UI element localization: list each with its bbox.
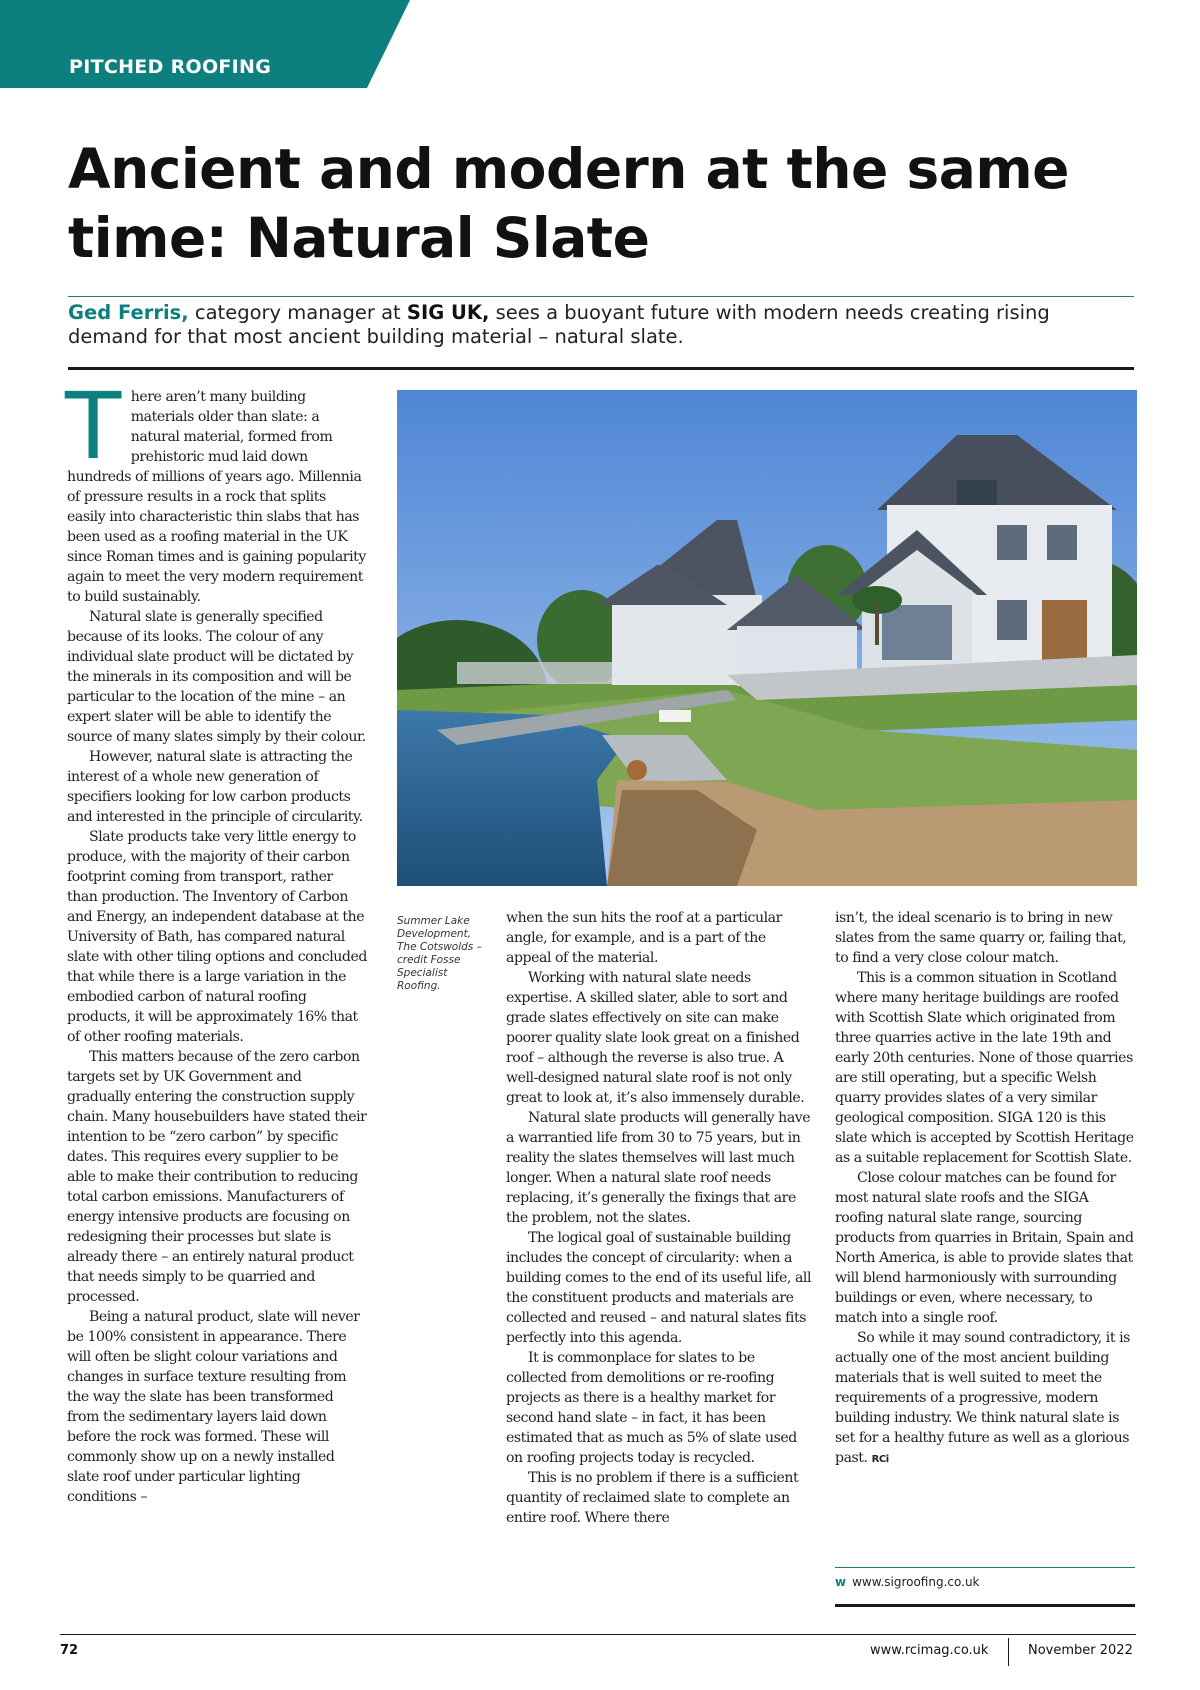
standfirst <box>68 301 1134 349</box>
web-link[interactable]: www.sigroofing.co.uk <box>852 1575 980 1589</box>
article-paragraph: However, natural slate is attracting the interest of a whole new generation of specifiers looking for low carbon products and interested in the principle of circularity. <box>67 749 363 825</box>
company-name: SIG UK, <box>406 301 490 324</box>
article-paragraph: Close colour matches can be found for most natural slate roofs and the SIGA roofing natural slate range, sourcing products from quarries in Britain, Spain and North America, is able to provide slates that will blend harmoniously with surrounding buildings or even, where necessary, to match into a single roof. <box>835 1170 1134 1326</box>
article-paragraph: It is commonplace for slates to be collected from demolitions or re-roofing projects as there is a healthy market for second hand slate – in fact, it has been estimated that as much as 5% of slate used on roofing projects today is recycled. <box>506 1350 797 1466</box>
article-paragraph: Natural slate is generally specified because of its looks. The colour of any individual slate product will be dictated by the minerals in its composition and will be particular to the location of the mine – an expert slater will be able to identify the source of many slates simply by their colour. <box>67 609 366 745</box>
footer-divider <box>60 1634 1136 1635</box>
article-paragraph: Slate products take very little energy to produce, with the majority of their carbon footprint coming from transport, rather than production. The Inventory of Carbon and Energy, an independent database at the University of Bath, has compared natural slate with other tiling options and concluded that while there is a large variation in the embodied carbon of natural roofing products, it will be approximately 16% that of other roofing materials. <box>67 829 367 1045</box>
article-paragraph: This matters because of the zero carbon targets set by UK Government and gradually entering the construction supply chain. Many housebuilders have stated their intention to be “zero carbon” by specific dates. This requires every supplier to be able to make their contribution to reducing total carbon emissions. Manufacturers of energy intensive products are focusing on redesigning their processes but slate is already there – an entirely natural product that needs simply to be quarried and processed. <box>67 1049 367 1305</box>
article-paragraph: So while it may sound contradictory, it is actually one of the most ancient building materials that is well suited to meet the requirements of a progressive, modern building industry. We think natural slate is set for a healthy future as well as a glorious past. RCi <box>835 1330 1130 1466</box>
article-photo <box>397 390 1137 886</box>
article-paragraph: There aren’t many building materials older than slate: a natural material, formed from prehistoric mud laid down hundreds of millions of years ago. Millennia of pressure results in a rock that splits easily into characteristic thin slabs that has been used as a roofing material in the UK since Roman times and is gaining popularity again to meet the very modern requirement to build sustainably. <box>65 373 366 605</box>
article-paragraph: Being a natural product, slate will never be 100% consistent in appearance. There will often be slight colour variations and changes in surface texture resulting from the way the slate has been transformed from the sedimentary layers laid down before the rock was formed. These will commonly show up on a newly installed slate roof under particular lighting conditions – <box>67 1309 360 1505</box>
article-column-3 <box>835 908 1135 1470</box>
end-mark: RCi <box>871 1454 889 1465</box>
houses-photo-illustration <box>397 390 1137 886</box>
photo-caption: Summer Lake Development, The Cotswolds – credit Fosse Specialist Roofing. <box>397 915 482 992</box>
page-number: 72 <box>60 1643 79 1658</box>
web-prefix: w <box>835 1575 847 1589</box>
section-label: PITCHED ROOFING <box>69 56 272 78</box>
standfirst-divider <box>68 367 1134 370</box>
web-divider-thick <box>835 1604 1135 1607</box>
article-paragraph: The logical goal of sustainable building includes the concept of circularity: when a building comes to the end of its useful life, all the constituent products and materials are collected and reused – and natural slates fits perfectly into this agenda. <box>506 1230 812 1346</box>
headline-divider <box>68 296 1134 297</box>
footer-url[interactable]: www.rcimag.co.uk <box>870 1643 989 1658</box>
article-paragraph: when the sun hits the roof at a particular angle, for example, and is a part of the appeal of the material. <box>506 910 782 966</box>
author-role: category manager at <box>194 301 401 324</box>
article-column-1 <box>65 373 367 1507</box>
web-divider <box>835 1567 1135 1568</box>
author-name: Ged Ferris, <box>68 301 189 324</box>
footer-separator <box>1008 1638 1009 1666</box>
article-paragraph: Natural slate products will generally have a warrantied life from 30 to 75 years, but in reality the slates themselves will last much longer. When a natural slate roof needs replacing, it’s generally the fixings that are the problem, not the slates. <box>506 1110 811 1226</box>
article-column-2 <box>506 908 814 1528</box>
article-paragraph: isn’t, the ideal scenario is to bring in new slates from the same quarry or, failing that, to find a very close colour match. <box>835 910 1127 966</box>
article-paragraph: Working with natural slate needs expertise. A skilled slater, able to sort and grade slates effectively on site can make poorer quality slate look great on a finished roof – although the reverse is also true. A well-designed natural slate roof is not only great to look at, it’s also immensely durable. <box>506 970 805 1106</box>
issue-date: November 2022 <box>1028 1643 1133 1658</box>
drop-cap: T <box>65 373 121 480</box>
article-paragraph: This is a common situation in Scotland where many heritage buildings are roofed with Scottish Slate which originated from three quarries active in the late 19th and early 20th centuries. None of those quarries are still operating, but a specific Welsh quarry provides slates of a very similar geological composition. SIGA 120 is this slate which is accepted by Scottish Heritage as a suitable replacement for Scottish Slate. <box>835 970 1134 1166</box>
headline: Ancient and modern at the same time: Natural Slate <box>68 137 1069 270</box>
article-paragraph: This is no problem if there is a sufficient quantity of reclaimed slate to complete an entire roof. Where there <box>506 1470 799 1526</box>
standfirst-summary: sees a buoyant future with modern needs creating rising demand for that most ancient building material – natural slate. <box>68 301 1050 348</box>
web-reference <box>835 1575 1135 1589</box>
